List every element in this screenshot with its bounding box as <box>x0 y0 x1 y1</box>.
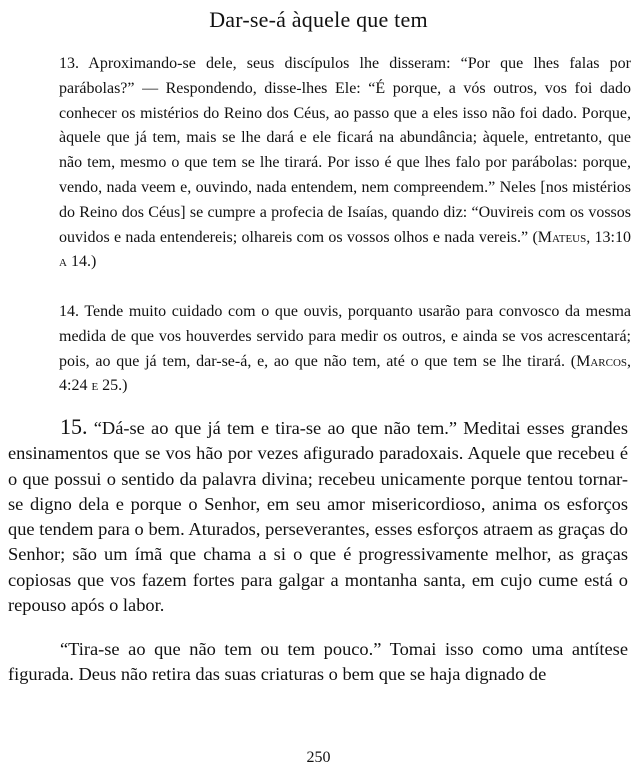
quote-text: Tende muito cuidado com o que ouvis, porquanto usarão para convosco da mesma medida de que vos houverdes servido para medir os outros, e ainda se vos acrescentará; pois, ao que já tem, dar-se-á, e, ao que não tem, até o que tem se lhe tirará. <box>59 303 631 370</box>
paragraph-15 <box>8 414 628 618</box>
quote-reference: (Mateus, 13:10 a 14.) <box>59 228 631 271</box>
quote-number: 13. <box>59 55 79 72</box>
paragraph-text: “Dá-se ao que já tem e tira-se ao que não tem.” Meditai esses grandes ensinamentos que se vos hão por vezes afigurado paradoxais. Aquele que recebeu é o que possui o sentido da palavra divina; recebeu unicamente porque tentou tornar-se digno dela e porque o Senhor, em seu amor misericordioso, anima os esforços que tendem para o bem. Aturados, perseverantes, esses esforços atraem as graças do Senhor; são um ímã que chama a si o que é progressivamente melhor, as graças copiosas que vos fazem fortes para galgar a montanha santa, em cujo cume está o repouso após o labor. <box>8 418 628 616</box>
page-title: Dar-se-á àquele que tem <box>209 7 428 32</box>
quote-text: Aproximando-se dele, seus discípulos lhe disseram: “Por que lhes falas por parábolas?” — Respondendo, disse-lhes Ele: “É porque, a vós outros, vos foi dado conhecer os mistérios do Reino dos Céus, ao passo que a eles isso não foi dado. Porque, àquele que já tem, mais se lhe dará e ele ficará na abundância; àquele, entretanto, que não tem, mesmo o que tem se lhe tirará. Por isso é que lhes falo por parábolas: porque, vendo, nada veem e, ouvindo, nada entendem, nem compreendem.” Neles [nos mistérios do Reino dos Céus] se cumpre a profecia de Isaías, quando diz: “Ouvireis com os vossos ouvidos e nada entendereis; olhareis com os vossos olhos e nada vereis.” <box>59 55 631 246</box>
paragraph-continuation: “Tira-se ao que não tem ou tem pouco.” Tomai isso como uma antítese figurada. Deus não retira das suas criaturas o bem que se haja dignado de <box>8 639 628 685</box>
paragraph-number: 15. <box>60 414 88 439</box>
quote-number: 14. <box>59 303 79 320</box>
gospel-quote-14 <box>59 300 631 399</box>
quote-reference: (Marcos, 4:24 e 25.) <box>59 352 631 395</box>
gospel-quote-13 <box>59 52 631 275</box>
page-number: 250 <box>306 749 331 766</box>
